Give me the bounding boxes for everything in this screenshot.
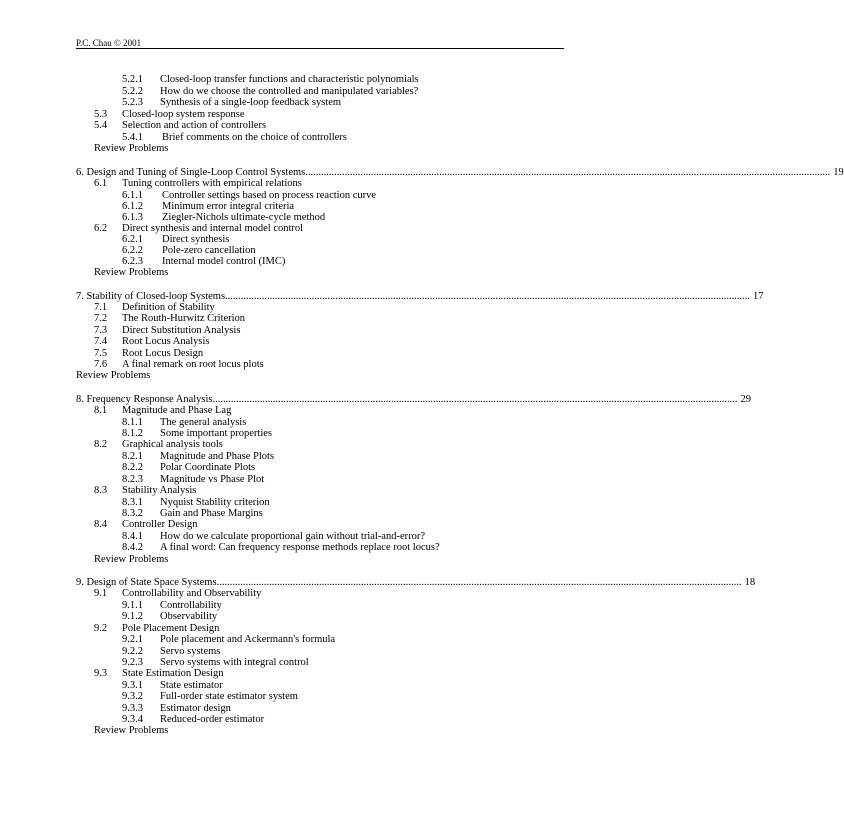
subsection-number: 8.4.1: [122, 531, 143, 542]
subsection-number: 8.1.1: [122, 417, 143, 428]
page-number: 18: [744, 577, 756, 588]
subsection-title: Nyquist Stability criterion: [160, 497, 270, 508]
subsection-title: Estimator design: [160, 703, 231, 714]
subsection-number: 6.2.1: [122, 234, 143, 245]
subsection-number: 9.2.3: [122, 657, 143, 668]
section-number: 7.6: [94, 359, 108, 370]
subsection-number: 9.2.1: [122, 634, 143, 645]
section-number: 8.4: [94, 519, 108, 530]
subsection-title: How do we choose the controlled and manipulated variables?: [160, 86, 419, 97]
section-number: 9.2: [94, 623, 108, 634]
review-problems: Review Problems: [76, 370, 151, 381]
subsection-number: 6.2.3: [122, 256, 143, 267]
section-title: Root Locus Analysis: [122, 336, 210, 347]
subsection-number: 9.3.1: [122, 680, 143, 691]
page-number: 17: [753, 291, 764, 302]
section-title: Pole Placement Design: [122, 623, 220, 634]
subsection-title: Pole placement and Ackermann's formula: [160, 634, 336, 645]
subsection-number: 6.1.1: [122, 190, 143, 201]
subsection-number: 8.3.2: [122, 508, 143, 519]
section-number: 9.1: [94, 588, 108, 599]
chapter-title: 8. Frequency Response Analysis: [76, 394, 213, 405]
subsection-title: Synthesis of a single-loop feedback system: [160, 97, 342, 108]
subsection-title: Some important properties: [160, 428, 272, 439]
subsection-title: Pole-zero cancellation: [162, 245, 256, 256]
section-number: 8.2: [94, 439, 108, 450]
subsection-title: Controllability: [160, 600, 222, 611]
section-number: 9.3: [94, 668, 108, 679]
subsection-title: Minimum error integral criteria: [162, 201, 295, 212]
section-title: Direct Substitution Analysis: [122, 325, 241, 336]
subsection-title: Polar Coordinate Plots: [160, 462, 256, 473]
subsection-title: A final word: Can frequency response methods replace root locus?: [160, 542, 440, 553]
subsection-title: Reduced-order estimator: [160, 714, 265, 725]
subsection-number: 6.2.2: [122, 245, 143, 256]
page-number: 29: [740, 394, 751, 405]
section-number: 7.5: [94, 348, 108, 359]
subsection-number: 8.1.2: [122, 428, 143, 439]
subsection-number: 9.1.2: [122, 611, 143, 622]
section-title: Controllability and Observability: [122, 588, 262, 599]
review-problems: Review Problems: [94, 143, 169, 154]
section-title: Graphical analysis tools: [122, 439, 223, 450]
section-number: 5.4: [94, 120, 108, 131]
subsection-title: Direct synthesis: [162, 234, 230, 245]
section-title: Stability Analysis: [122, 485, 197, 496]
section-title: Direct synthesis and internal model control: [122, 223, 304, 234]
header-rule: [76, 48, 564, 49]
leader-dots: ........................................................................................................................................................................................................: [216, 577, 742, 588]
subsection-title: Servo systems: [160, 646, 221, 657]
subsection-number: 5.2.3: [122, 97, 143, 108]
section-number: 7.2: [94, 313, 108, 324]
leader-dots: ........................................................................................................................................................................................................: [225, 291, 751, 302]
review-problems: Review Problems: [94, 554, 169, 565]
subsection-number: 6.1.2: [122, 201, 143, 212]
chapter-title: 9. Design of State Space Systems: [76, 577, 217, 588]
chapter-title: 6. Design and Tuning of Single-Loop Control Systems: [76, 167, 306, 178]
section-title: Tuning controllers with empirical relations: [122, 178, 302, 189]
subsection-number: 9.3.4: [122, 714, 143, 725]
subsection-number: 9.3.3: [122, 703, 143, 714]
subsection-number: 8.2.3: [122, 474, 143, 485]
subsection-title: The general analysis: [160, 417, 247, 428]
subsection-number: 6.1.3: [122, 212, 143, 223]
subsection-number: 9.1.1: [122, 600, 143, 611]
section-number: 7.4: [94, 336, 108, 347]
subsection-number: 8.3.1: [122, 497, 143, 508]
section-title: Controller Design: [122, 519, 198, 530]
subsection-title: State estimator: [160, 680, 223, 691]
subsection-title: How do we calculate proportional gain without trial-and-error?: [160, 531, 426, 542]
review-problems: Review Problems: [94, 267, 169, 278]
subsection-title: Gain and Phase Margins: [160, 508, 263, 519]
section-title: A final remark on root locus plots: [122, 359, 264, 370]
subsection-number: 8.2.1: [122, 451, 143, 462]
subsection-number: 9.3.2: [122, 691, 143, 702]
section-number: 6.2: [94, 223, 108, 234]
subsection-number: 5.4.1: [122, 132, 143, 143]
review-problems: Review Problems: [94, 725, 169, 736]
subsection-number: 9.2.2: [122, 646, 143, 657]
section-number: 7.3: [94, 325, 108, 336]
subsection-title: Full-order state estimator system: [160, 691, 298, 702]
leader-dots: ........................................................................................................................................................................................................: [305, 167, 831, 178]
subsection-title: Observability: [160, 611, 218, 622]
subsection-title: Servo systems with integral control: [160, 657, 309, 668]
subsection-number: 5.2.1: [122, 74, 143, 85]
subsection-title: Ziegler-Nichols ultimate-cycle method: [162, 212, 326, 223]
section-title: Root Locus Design: [122, 348, 204, 359]
section-number: 8.3: [94, 485, 108, 496]
section-title: State Estimation Design: [122, 668, 224, 679]
section-number: 5.3: [94, 109, 108, 120]
subsection-title: Internal model control (IMC): [162, 256, 286, 267]
section-title: The Routh-Hurwitz Criterion: [122, 313, 246, 324]
subsection-title: Controller settings based on process reaction curve: [162, 190, 377, 201]
subsection-number: 8.4.2: [122, 542, 143, 553]
subsection-title: Brief comments on the choice of controllers: [162, 132, 347, 143]
section-number: 6.1: [94, 178, 108, 189]
page-number: 19: [833, 167, 844, 178]
section-title: Magnitude and Phase Lag: [122, 405, 232, 416]
subsection-title: Magnitude and Phase Plots: [160, 451, 275, 462]
section-title: Closed-loop system response: [122, 109, 245, 120]
section-number: 7.1: [94, 302, 108, 313]
subsection-number: 8.2.2: [122, 462, 143, 473]
section-title: Selection and action of controllers: [122, 120, 267, 131]
running-header: P.C. Chau © 2001: [76, 38, 142, 48]
subsection-number: 5.2.2: [122, 86, 143, 97]
chapter-title: 7. Stability of Closed-loop Systems: [76, 291, 226, 302]
subsection-title: Closed-loop transfer functions and characteristic polynomials: [160, 74, 419, 85]
subsection-title: Magnitude vs Phase Plot: [160, 474, 265, 485]
section-title: Definition of Stability: [122, 302, 215, 313]
leader-dots: ........................................................................................................................................................................................................: [212, 394, 738, 405]
section-number: 8.1: [94, 405, 108, 416]
